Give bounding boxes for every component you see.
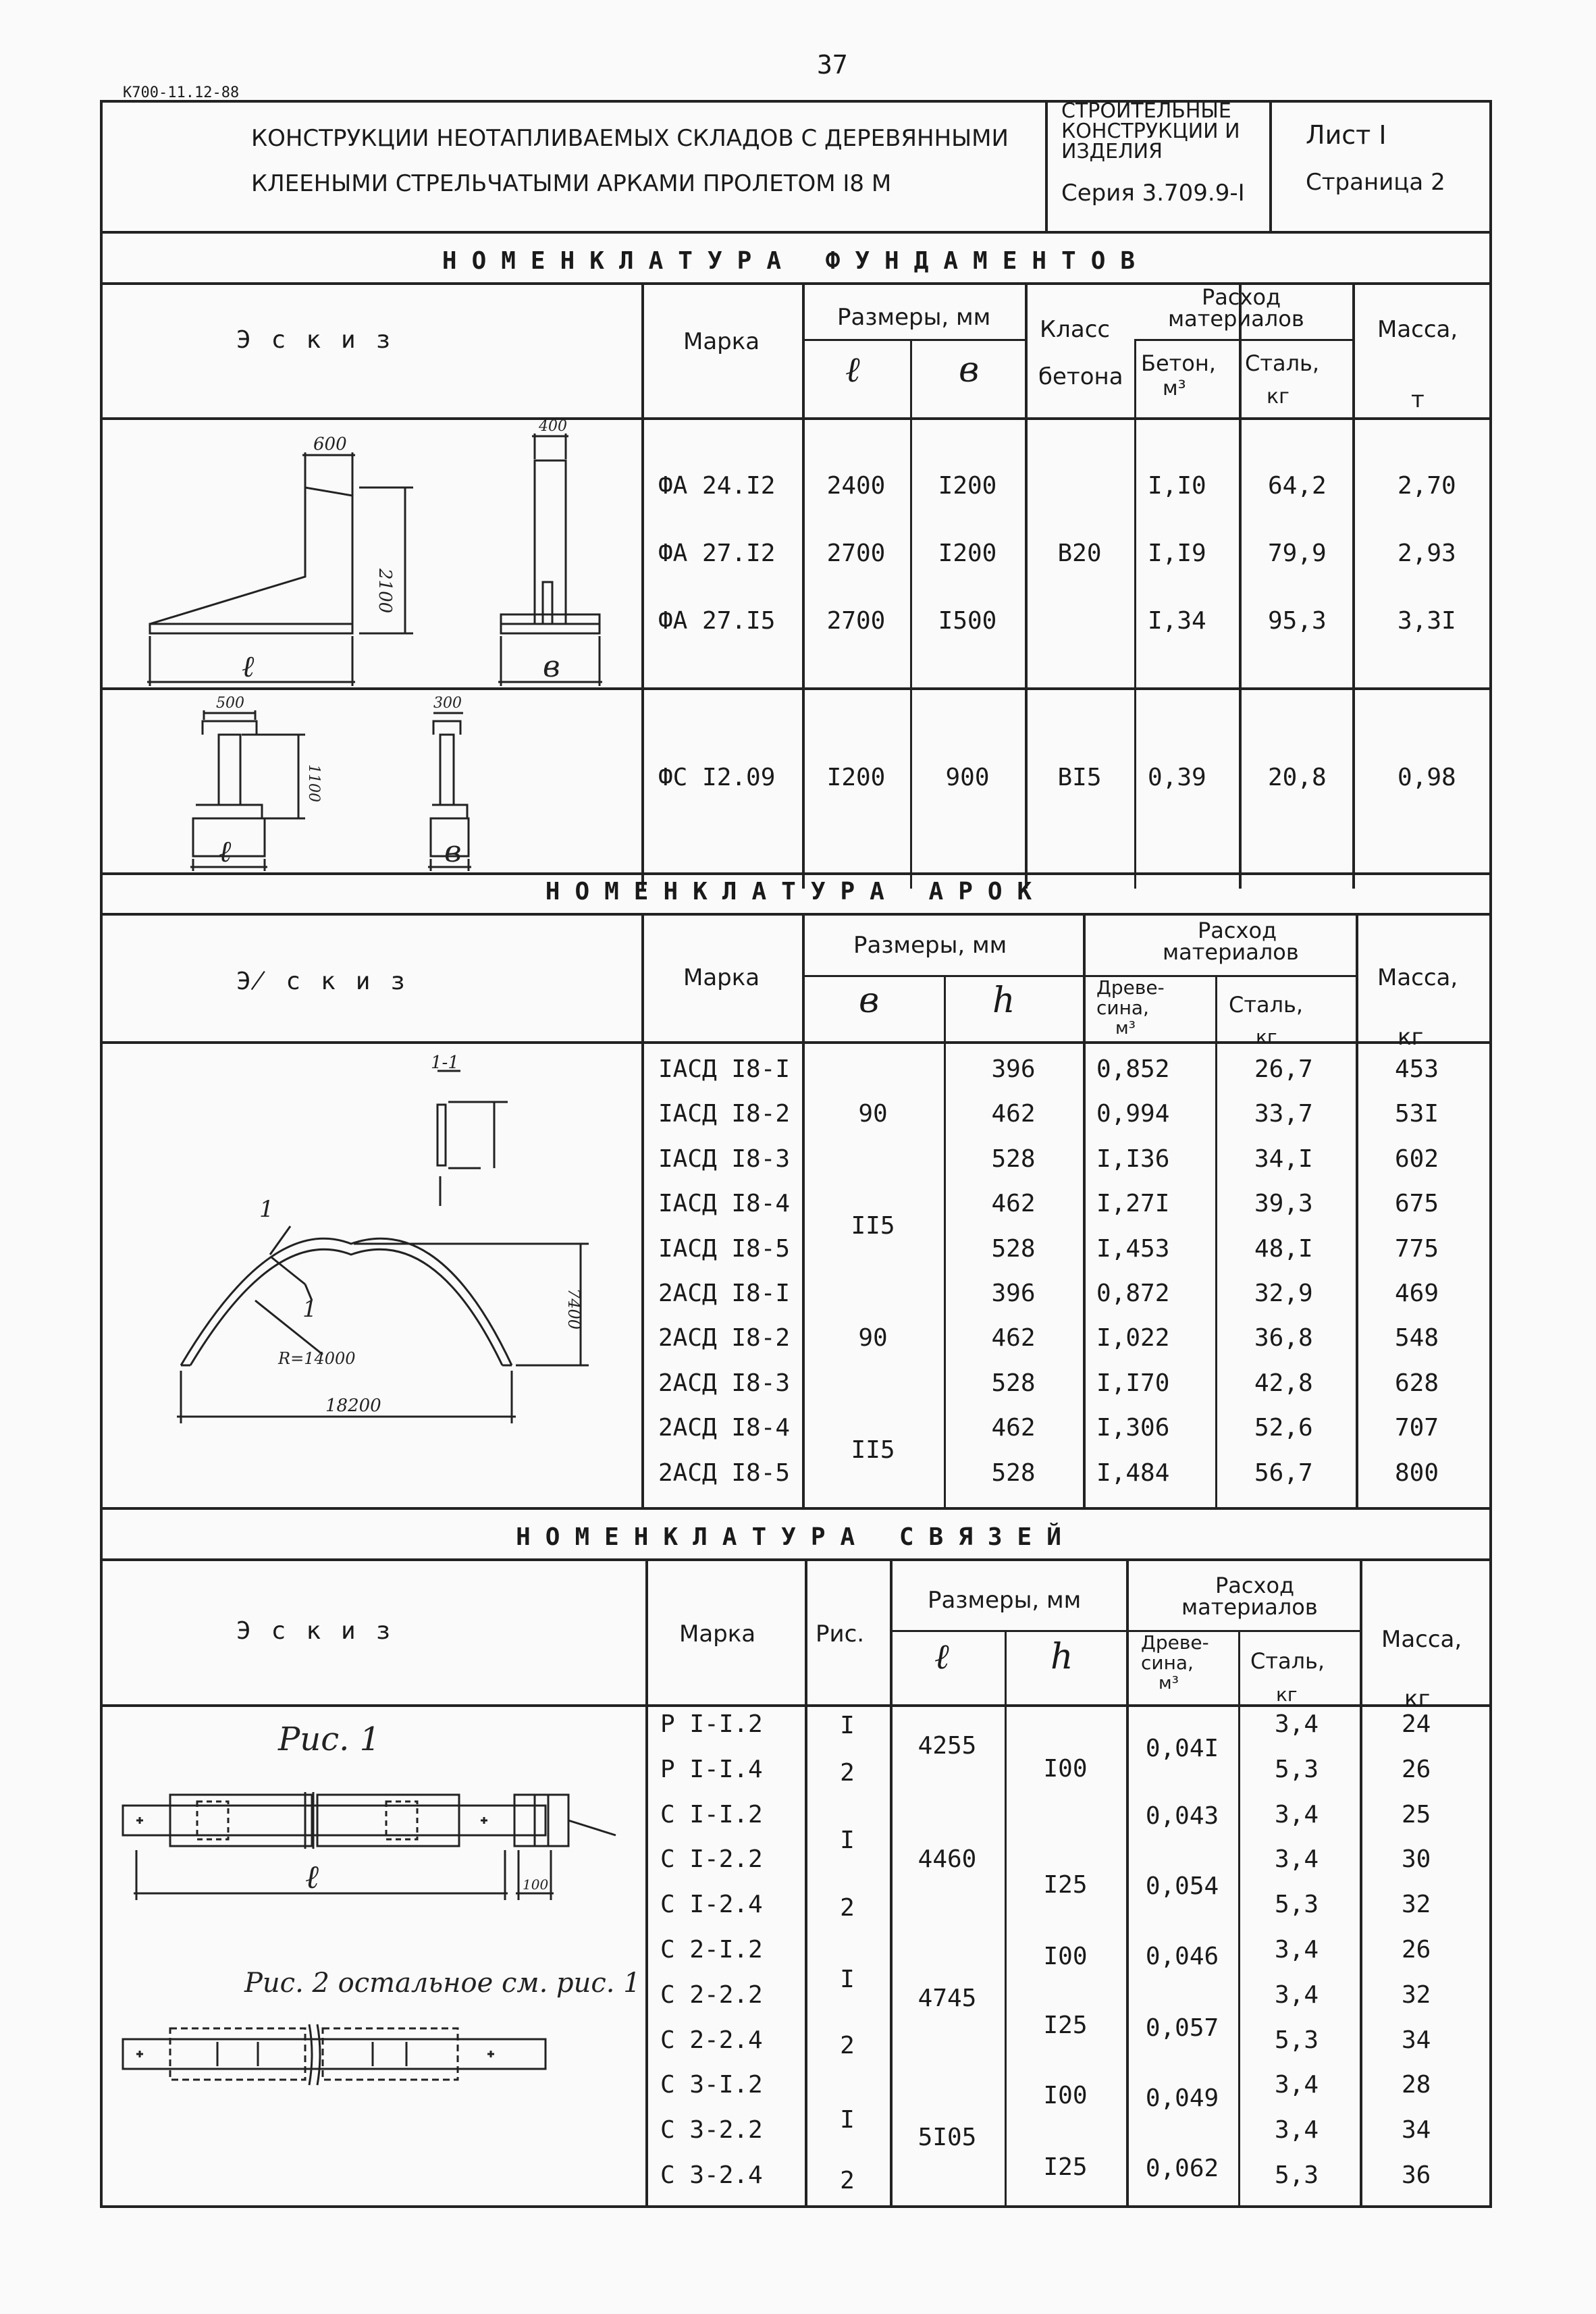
category-line-1: СТРОИТЕЛЬНЫЕ <box>1061 99 1231 123</box>
mass: 2,70 <box>1398 472 1456 500</box>
col-class-2: бетона <box>1038 363 1123 390</box>
steel: 32,9 <box>1254 1280 1313 1307</box>
steel: 5,3 <box>1275 2026 1319 2054</box>
arch-b-group-2: II5 <box>851 1212 895 1240</box>
dim-500: 500 <box>216 695 244 712</box>
col-size-h: h <box>1050 1637 1073 1677</box>
steel: 34,I <box>1254 1145 1313 1173</box>
arch-b-group-1: 90 <box>858 1100 888 1128</box>
mass: 26 <box>1402 1936 1431 1964</box>
col-wood-1: Древе- <box>1141 1631 1209 1654</box>
col-mass-1: Масса, <box>1381 1626 1462 1653</box>
mass: 602 <box>1395 1145 1439 1173</box>
wood: I,022 <box>1096 1324 1170 1352</box>
mass: 707 <box>1395 1414 1439 1442</box>
cut-label-top: 1 <box>259 1196 274 1223</box>
size-h: 462 <box>991 1324 1036 1352</box>
sheet-label: Лист I <box>1306 120 1387 150</box>
steel: 3,4 <box>1275 1936 1319 1964</box>
steel: 56,7 <box>1254 1459 1313 1487</box>
col-sizes: Размеры, мм <box>837 304 991 331</box>
wood: I,484 <box>1096 1459 1170 1487</box>
foundation-sketch-2 <box>103 690 639 871</box>
col-mass-2: кг <box>1404 1685 1431 1712</box>
cut-label-bottom: 1 <box>302 1296 317 1323</box>
mass: 775 <box>1395 1235 1439 1263</box>
size-h: I00 <box>1043 2082 1088 2109</box>
mark: С I-I.2 <box>660 1801 763 1829</box>
mark: IАСД I8-4 <box>658 1190 791 1217</box>
wood: I,I70 <box>1096 1369 1170 1397</box>
size-h: 528 <box>991 1145 1036 1173</box>
col-steel-1: Сталь, <box>1245 350 1320 376</box>
title-line-2: КЛЕЕНЫМИ СТРЕЛЬЧАТЫМИ АРКАМИ ПРОЛЕТОМ I8 М <box>251 170 892 197</box>
arch-b-group-4: II5 <box>851 1436 895 1464</box>
col-steel-2: кг <box>1267 385 1289 409</box>
dim-2100: 2100 <box>375 569 395 614</box>
title-line-1: КОНСТРУКЦИИ НЕОТАПЛИВАЕМЫХ СКЛАДОВ С ДЕРЕВЯННЫМИ <box>251 125 1009 152</box>
wood-value: 0,04I <box>1145 1735 1219 1762</box>
fig-value: I <box>840 1712 855 1739</box>
dim-300: 300 <box>433 695 462 712</box>
size-b: I200 <box>938 540 997 567</box>
wood-value: 0,046 <box>1145 1943 1219 1970</box>
category-line-3: ИЗДЕЛИЯ <box>1061 140 1163 163</box>
steel: 42,8 <box>1254 1369 1313 1397</box>
col-consumption-1: Расход <box>1202 284 1281 310</box>
size-b: I500 <box>938 607 997 635</box>
col-size-l: ℓ <box>845 350 860 390</box>
arch-b-group-3: 90 <box>858 1324 888 1352</box>
steel: 36,8 <box>1254 1324 1313 1352</box>
height-label: 7400 <box>564 1288 583 1330</box>
steel: 5,3 <box>1275 1891 1319 1918</box>
fig-value: I <box>840 1826 855 1854</box>
mass: 28 <box>1402 2071 1431 2099</box>
mass: 675 <box>1395 1190 1439 1217</box>
mark: С I-2.4 <box>660 1891 763 1918</box>
fig1-label: Рис. 1 <box>278 1720 381 1758</box>
mark: Р I-I.4 <box>660 1756 763 1783</box>
mass: 2,93 <box>1398 540 1456 567</box>
size-h: I00 <box>1043 1755 1088 1783</box>
col-wood-3: м³ <box>1115 1018 1136 1038</box>
size-l: 4255 <box>917 1732 977 1760</box>
mass: 469 <box>1395 1280 1439 1307</box>
size-h: 528 <box>991 1369 1036 1397</box>
col-consumption-2: материалов <box>1181 1594 1318 1620</box>
col-size-h: h <box>992 980 1015 1021</box>
wood: 0,872 <box>1096 1280 1170 1307</box>
fig1-l: ℓ <box>305 1858 319 1896</box>
size-h: 396 <box>991 1055 1036 1083</box>
mass: 548 <box>1395 1324 1439 1352</box>
series-label: Серия 3.709.9-I <box>1061 180 1245 207</box>
mark: IАСД I8-5 <box>658 1235 791 1263</box>
wood-value: 0,054 <box>1145 1872 1219 1900</box>
steel: 3,4 <box>1275 1801 1319 1829</box>
size-h: 396 <box>991 1280 1036 1307</box>
mass: 3,3I <box>1398 607 1456 635</box>
mark: IАСД I8-3 <box>658 1145 791 1173</box>
col-consumption-2: материалов <box>1163 939 1299 965</box>
wood-value: 0,057 <box>1145 2014 1219 2042</box>
col-consumption-1: Расход <box>1198 918 1277 943</box>
steel: 48,I <box>1254 1235 1313 1263</box>
steel: 26,7 <box>1254 1055 1313 1083</box>
dim-400: 400 <box>539 420 567 435</box>
fig-value: 2 <box>840 1759 855 1787</box>
steel: 3,4 <box>1275 1981 1319 2009</box>
size-h: 462 <box>991 1190 1036 1217</box>
concrete: I,I9 <box>1148 540 1206 567</box>
size-l: 2700 <box>826 607 886 635</box>
wood: I,27I <box>1096 1190 1170 1217</box>
col-wood-2: сина, <box>1096 997 1149 1019</box>
col-sketch: Эскиз <box>236 326 411 354</box>
document-code: К700-11.12-88 <box>123 84 240 101</box>
wood: I,453 <box>1096 1235 1170 1263</box>
mass: 24 <box>1402 1710 1431 1738</box>
col-size-l: ℓ <box>934 1637 949 1677</box>
col-mass-2: т <box>1411 386 1425 413</box>
fig-value: 2 <box>840 1894 855 1922</box>
mass: 800 <box>1395 1459 1439 1487</box>
col-wood-2: сина, <box>1141 1652 1194 1674</box>
dim-b: в <box>444 835 462 869</box>
mass: 453 <box>1395 1055 1439 1083</box>
mark: 2АСД I8-2 <box>658 1324 791 1352</box>
col-wood-3: м³ <box>1159 1673 1179 1693</box>
mark: IАСД I8-2 <box>658 1100 791 1128</box>
fig-value: 2 <box>840 2032 855 2059</box>
col-sizes: Размеры, мм <box>928 1587 1082 1614</box>
col-sketch: Эскиз <box>236 1617 411 1645</box>
fig-value: I <box>840 2106 855 2134</box>
wood-value: 0,049 <box>1145 2084 1219 2112</box>
mass: 32 <box>1402 1981 1431 2009</box>
size-h: 462 <box>991 1100 1036 1128</box>
steel: 3,4 <box>1275 2071 1319 2099</box>
dim-600: 600 <box>313 434 347 454</box>
mass: 25 <box>1402 1801 1431 1829</box>
steel: 3,4 <box>1275 1710 1319 1738</box>
concrete: 0,39 <box>1148 764 1206 791</box>
fig-value: I <box>840 1966 855 1993</box>
col-size-b: в <box>859 980 880 1021</box>
mark: С 2-I.2 <box>660 1936 763 1964</box>
col-sizes: Размеры, мм <box>853 932 1007 959</box>
mass: 0,98 <box>1398 764 1456 791</box>
mark: ФС I2.09 <box>658 764 776 791</box>
size-l: 2400 <box>826 472 886 500</box>
mass: 32 <box>1402 1891 1431 1918</box>
steel: 3,4 <box>1275 1845 1319 1873</box>
steel: 5,3 <box>1275 1756 1319 1783</box>
steel: 33,7 <box>1254 1100 1313 1128</box>
concrete-class-b20: B20 <box>1057 540 1102 567</box>
dim-l: ℓ <box>219 835 232 869</box>
size-l: I200 <box>826 764 886 791</box>
mark: ФА 27.I2 <box>658 540 776 567</box>
col-concrete-1: Бетон, <box>1141 350 1216 376</box>
mark: 2АСД I8-I <box>658 1280 791 1307</box>
col-sketch: Э̸скиз <box>236 968 426 995</box>
col-steel-2: кг <box>1256 1026 1277 1048</box>
steel: 64,2 <box>1268 472 1327 500</box>
wood: I,I36 <box>1096 1145 1170 1173</box>
page-label: Страница 2 <box>1306 169 1445 196</box>
category-line-2: КОНСТРУКЦИИ И <box>1061 120 1240 143</box>
steel: 3,4 <box>1275 2116 1319 2144</box>
col-consumption-2: материалов <box>1168 306 1304 332</box>
steel: 52,6 <box>1254 1414 1313 1442</box>
size-b: I200 <box>938 472 997 500</box>
mark: С I-2.2 <box>660 1845 763 1873</box>
wood-value: 0,043 <box>1145 1802 1219 1830</box>
mark: С 2-2.4 <box>660 2026 763 2054</box>
mass: 628 <box>1395 1369 1439 1397</box>
col-steel-1: Сталь, <box>1250 1648 1325 1674</box>
radius-label: R=14000 <box>278 1349 356 1368</box>
size-l: 4460 <box>917 1845 977 1873</box>
mass: 53I <box>1395 1100 1439 1128</box>
col-size-b: в <box>959 350 980 390</box>
steel: 79,9 <box>1268 540 1327 567</box>
fig2-label: Рис. 2 остальное см. рис. 1 <box>244 1968 641 1999</box>
size-h: I25 <box>1043 2153 1088 2181</box>
mark: С 2-2.2 <box>660 1981 763 2009</box>
size-h: 528 <box>991 1459 1036 1487</box>
col-mass-1: Масса, <box>1377 964 1458 991</box>
concrete: I,I0 <box>1148 472 1206 500</box>
col-mass-1: Масса, <box>1377 316 1458 343</box>
mark: С 3-I.2 <box>660 2071 763 2099</box>
foundations-title: НОМЕНКЛАТУРА ФУНДАМЕНТОВ <box>442 247 1150 275</box>
mark: 2АСД I8-4 <box>658 1414 791 1442</box>
size-h: I25 <box>1043 2011 1088 2039</box>
col-mark: Марка <box>683 328 760 355</box>
mass: 26 <box>1402 1756 1431 1783</box>
ties-sketch <box>103 1707 643 2207</box>
mass: 34 <box>1402 2116 1431 2144</box>
mass: 30 <box>1402 1845 1431 1873</box>
dim-l: ℓ <box>242 650 255 684</box>
col-wood-1: Древе- <box>1096 976 1165 999</box>
ties-title: НОМЕНКЛАТУРА СВЯЗЕЙ <box>516 1523 1076 1551</box>
size-h: I00 <box>1043 1943 1088 1970</box>
col-mark: Марка <box>679 1621 756 1648</box>
steel: 95,3 <box>1268 607 1327 635</box>
size-l: 4745 <box>917 1984 977 2012</box>
fig-value: 2 <box>840 2167 855 2194</box>
wood: 0,994 <box>1096 1100 1170 1128</box>
mark: IАСД I8-I <box>658 1055 791 1083</box>
size-h: I25 <box>1043 1871 1088 1899</box>
mass: 34 <box>1402 2026 1431 2054</box>
col-mark: Марка <box>683 964 760 991</box>
steel: 20,8 <box>1268 764 1327 791</box>
mark: С 3-2.4 <box>660 2161 763 2189</box>
concrete: I,34 <box>1148 607 1206 635</box>
size-l: 2700 <box>826 540 886 567</box>
size-l: 5I05 <box>917 2124 977 2151</box>
arch-sketch <box>103 1044 639 1506</box>
fig1-dim: 100 <box>523 1876 549 1893</box>
col-steel-1: Сталь, <box>1229 992 1304 1018</box>
col-concrete-2: м³ <box>1163 377 1186 400</box>
wood: 0,852 <box>1096 1055 1170 1083</box>
wood: I,306 <box>1096 1414 1170 1442</box>
col-class-1: Класс <box>1040 316 1111 343</box>
steel: 39,3 <box>1254 1190 1313 1217</box>
mark: 2АСД I8-5 <box>658 1459 791 1487</box>
dim-1100: 1100 <box>305 764 322 802</box>
dim-b: в <box>543 650 560 684</box>
col-consumption-1: Расход <box>1215 1573 1295 1598</box>
size-h: 462 <box>991 1414 1036 1442</box>
arches-title: НОМЕНКЛАТУРА АРОК <box>545 878 1047 905</box>
mark: ФА 27.I5 <box>658 607 776 635</box>
size-h: 528 <box>991 1235 1036 1263</box>
mark: 2АСД I8-3 <box>658 1369 791 1397</box>
mark: ФА 24.I2 <box>658 472 776 500</box>
span-label: 18200 <box>325 1396 381 1416</box>
page-number: 37 <box>817 50 848 80</box>
section-1-1: 1-1 <box>431 1053 459 1073</box>
mark: С 3-2.2 <box>660 2116 763 2144</box>
size-b: 900 <box>945 764 990 791</box>
col-mass-2: кг <box>1398 1024 1424 1051</box>
col-steel-2: кг <box>1276 1683 1298 1706</box>
concrete-class: BI5 <box>1057 764 1102 791</box>
mass: 36 <box>1402 2161 1431 2189</box>
foundation-sketch-1 <box>103 420 639 686</box>
wood-value: 0,062 <box>1145 2155 1219 2182</box>
steel: 5,3 <box>1275 2161 1319 2189</box>
mark: Р I-I.2 <box>660 1710 763 1738</box>
col-fig: Рис. <box>816 1621 865 1648</box>
